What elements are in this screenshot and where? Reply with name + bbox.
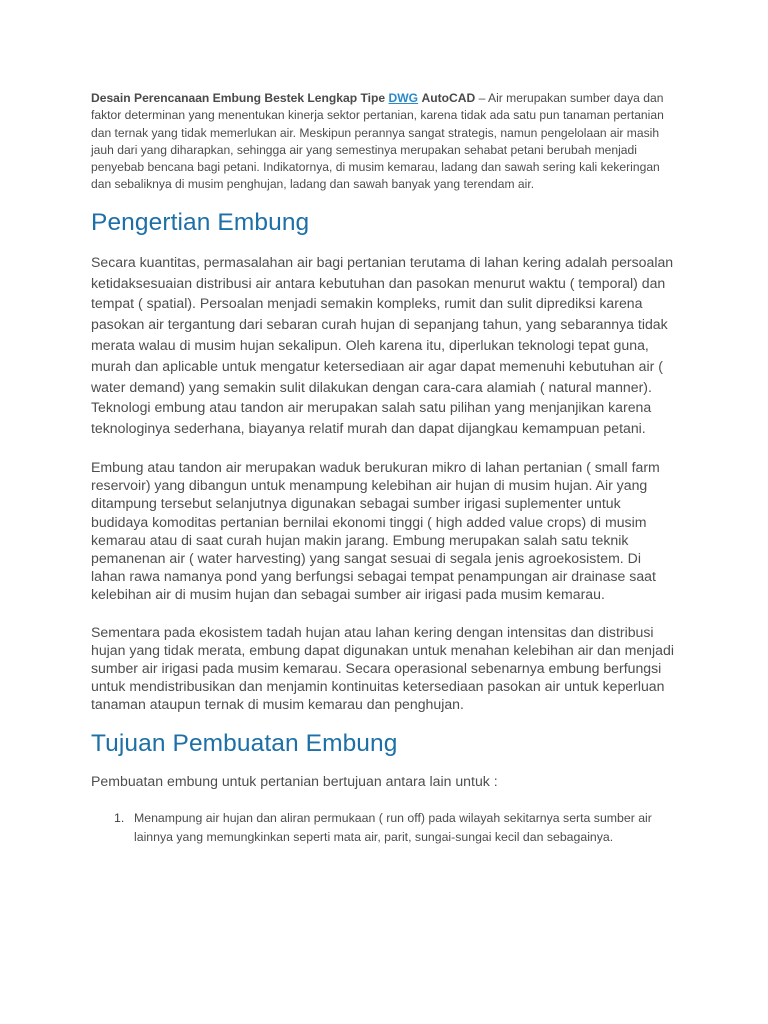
intro-paragraph [91, 90, 676, 194]
paragraph-pengertian-3: Sementara pada ekosistem tadah hujan atau lahan kering dengan intensitas dan distribusi hujan yang tidak merata, embung dapat digunakan untuk menahan kelebihan air dan menjadi sumber air irigasi pada musim kemarau. Secara operasional sebenarnya embung berfungsi untuk mendistribusikan dan menjamin kontinuitas ketersediaan pasokan air untuk keperluan tanaman ataupun ternak di musim kemarau dan penghujan. [91, 623, 674, 713]
intro-body: – Air merupakan sumber daya dan faktor determinan yang menentukan kinerja sektor pertanian, karena tidak ada satu pun tanaman pertanian dan ternak yang tidak memerlukan air. Meskipun perannya sangat strategis, namun pengelolaan air masih jauh dari yang diharapkan, sehingga air yang semestinya merupakan sehabat petani berubah menjadi penyebab bencana bagi petani. Indikatornya, di musim kemarau, ladang dan sawah sering kali kekeringan dan sebaliknya di musim penghujan, ladang dan sawah banyak yang terendam air. [91, 91, 664, 192]
intro-title-tail: AutoCAD [421, 91, 476, 105]
heading-tujuan-pembuatan-embung: Tujuan Pembuatan Embung [91, 729, 398, 757]
paragraph-tujuan-intro: Pembuatan embung untuk pertanian bertujuan antara lain untuk : [91, 772, 498, 789]
tujuan-list [91, 809, 676, 848]
heading-pengertian-embung: Pengertian Embung [91, 208, 310, 236]
paragraph-pengertian-1: Secara kuantitas, permasalahan air bagi pertanian terutama di lahan kering adalah persoalan ketidaksesuaian distribusi air antara kebutuhan dan pasokan menurut waktu ( temporal) dan tempat ( spatial). Persoalan menjadi semakin kompleks, rumit dan sulit diprediksi karena pasokan air tergantung dari sebaran curah hujan di sepanjang tahun, yang sebarannya tidak merata walau di musim hujan sekalipun. Oleh karena itu, diperlukan teknologi tepat guna, murah dan aplicable untuk mengatur ketersediaan air agar dapat memenuhi kebutuhan air ( water demand) yang semakin sulit dilakukan dengan cara-cara alamiah ( natural manner). Teknologi embung atau tandon air merupakan salah satu pilihan yang menjanjikan karena teknologinya sederhana, biayanya relatif murah dan dapat dijangkau kemampuan petani. [91, 253, 674, 437]
list-item [114, 809, 676, 848]
list-item-number: 1. [114, 810, 125, 825]
dwg-link[interactable]: DWG [388, 91, 419, 105]
paragraph-pengertian-2: Embung atau tandon air merupakan waduk berukuran mikro di lahan pertanian ( small farm reservoir) yang dibangun untuk menampung kelebihan air hujan di musim hujan. Air yang ditampung tersebut selanjutnya digunakan sebagai sumber irigasi suplementer untuk budidaya komoditas pertanian bernilai ekonomi tinggi ( high added value crops) di musim kemarau atau di saat curah hujan makin jarang. Embung merupakan salah satu teknik pemanenan air ( water harvesting) yang sangat sesuai di segala jenis agroekosistem. Di lahan rawa namanya pond yang berfungsi sebagai tempat penampungan air drainase saat kelebihan air di musim hujan dan sebagai sumber air irigasi pada musim kemarau. [91, 458, 660, 603]
list-item-text: Menampung air hujan dan aliran permukaan ( run off) pada wilayah sekitarnya serta sumber air lainnya yang memungkinkan seperti mata air, parit, sungai-sungai kecil dan sebagainya. [134, 810, 652, 845]
intro-title-lead: Desain Perencanaan Embung Bestek Lengkap Tipe [91, 91, 386, 105]
